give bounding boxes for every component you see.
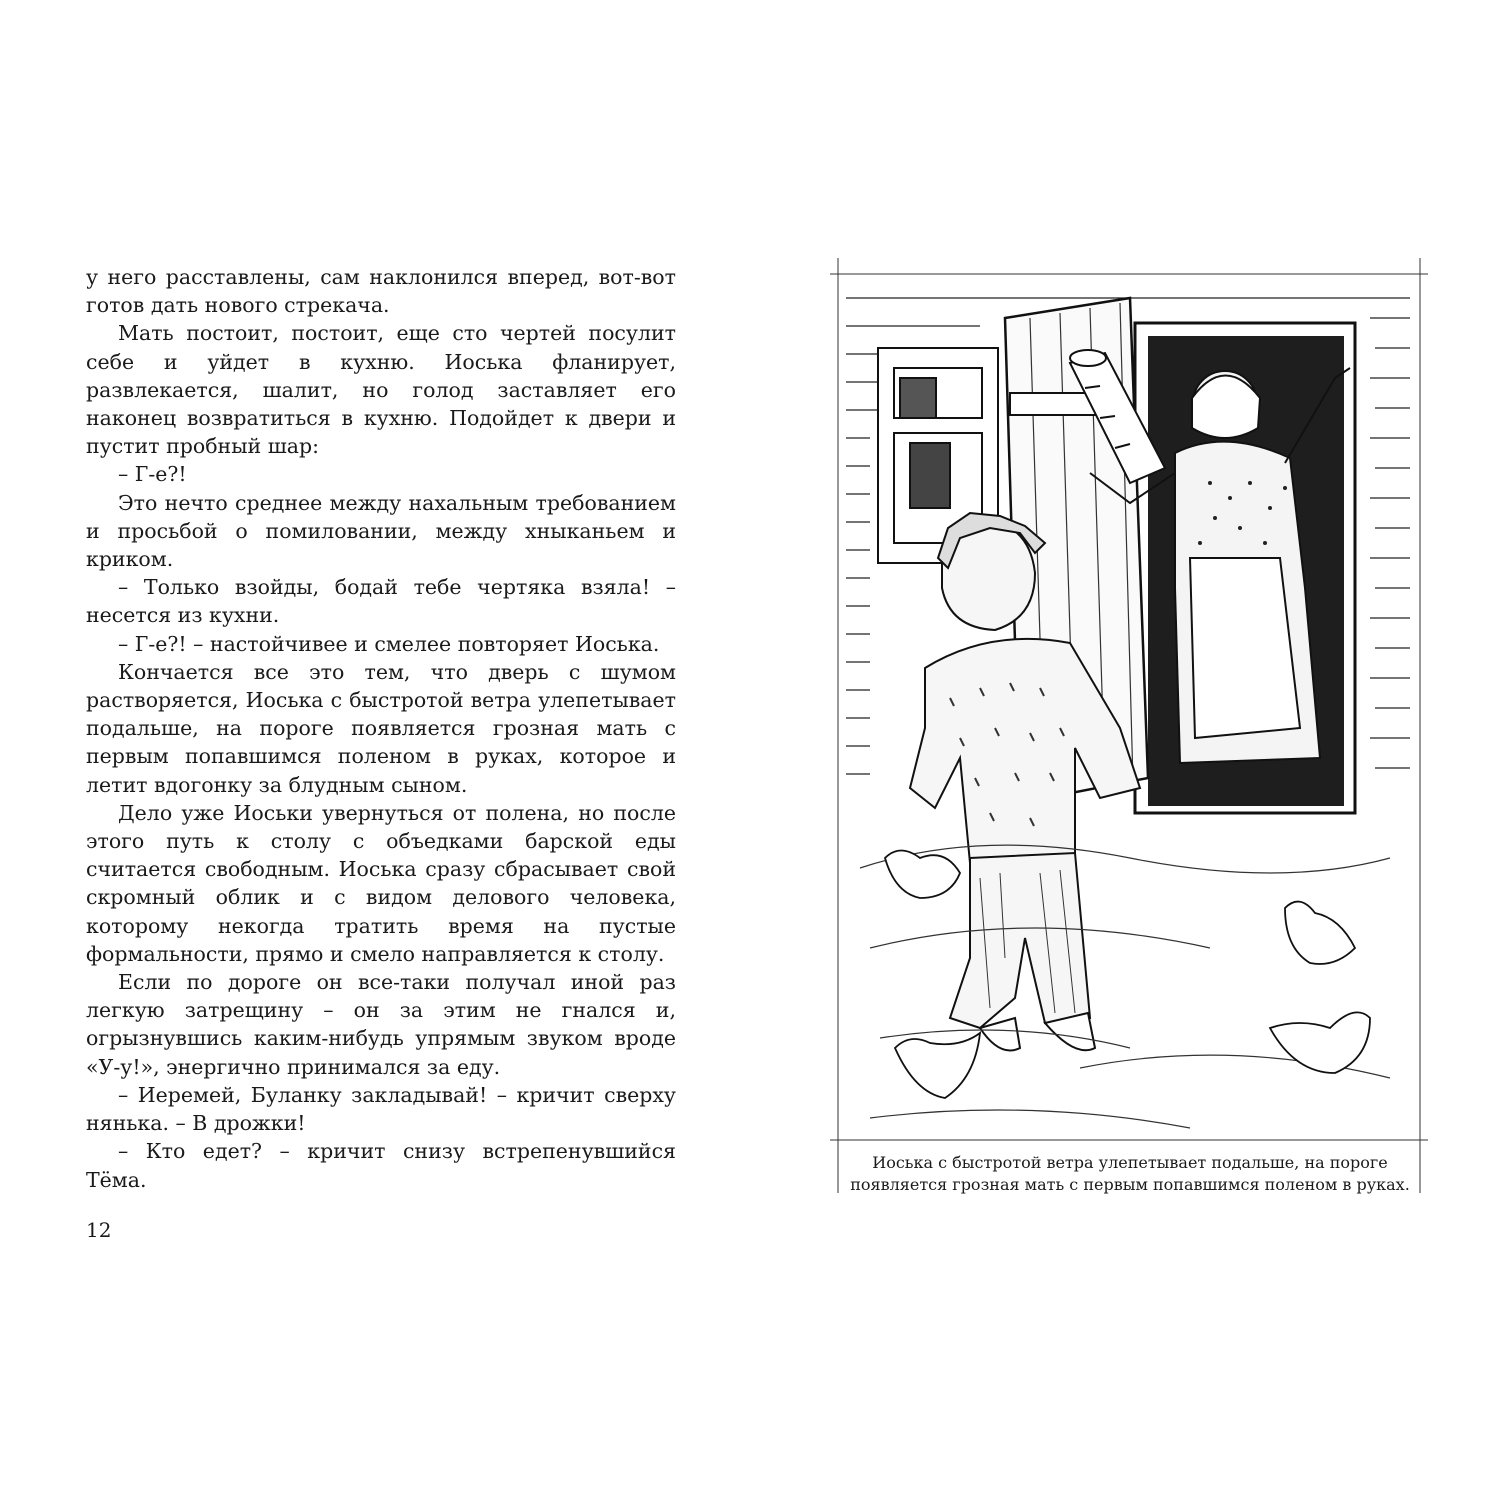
paragraph-7: Кончается все это тем, что дверь с шумом растворяется, Иоська с быстротой ветра улепетывает подальше, на пороге появляется грозная мать с первым попавшимся поленом в руках, которое и летит вдогонку за блудным сыном. (86, 659, 676, 797)
illustration-caption: Иоська с быстротой ветра улепетывает подальше, на пороге появляется грозная мать с первым попавшимся поленом в руках. (850, 1153, 1410, 1194)
left-page-text (86, 263, 676, 1194)
paragraph-9: Если по дороге он все-таки получал иной раз легкую затрещину – он за этим не гнался и, огрызнувшись каким-нибудь упрямым звуком вроде «У-у!», энергично принимался за еду. (86, 970, 676, 1079)
page-number: 12 (86, 1218, 112, 1242)
paragraph-2: Мать постоит, постоит, еще сто чертей посулит себе и уйдет в кухню. Иоська фланирует, развлекается, шалит, но голод заставляет его наконец возвратиться в кухню. Подойдет к двери и пустит пробный шар: (86, 321, 676, 459)
paragraph-11: – Кто едет? – кричит снизу встрепенувшийся Тёма. (86, 1139, 676, 1192)
paragraph-6: – Г-е?! – настойчивее и смелее повторяет Иоська. (118, 631, 660, 656)
paragraph-1: у него расставлены, сам наклонился вперед, вот-вот готов дать нового стрекача. (86, 265, 676, 318)
paragraph-4: Это нечто среднее между нахальным требованием и просьбой о помиловании, между хныканьем и криком. (86, 490, 676, 572)
paragraph-5: – Только взойды, бодай тебе чертяка взяла! – несется из кухни. (86, 575, 676, 628)
paragraph-10: – Иеремей, Буланку закладывай! – кричит сверху нянька. – В дрожки! (86, 1082, 676, 1136)
paragraph-3: – Г-е?! (118, 462, 187, 487)
illustration-drawing (830, 258, 1428, 1193)
illustration (830, 258, 1428, 1193)
paragraph-8: Дело уже Иоськи увернуться от полена, но после этого путь к столу с объедками барской еды считается свободным. Иоська сразу сбрасывает свой скромный облик и с видом делового человека, которому некогда тратить время на пустые формальности, прямо и смело направляется к столу. (86, 800, 676, 966)
